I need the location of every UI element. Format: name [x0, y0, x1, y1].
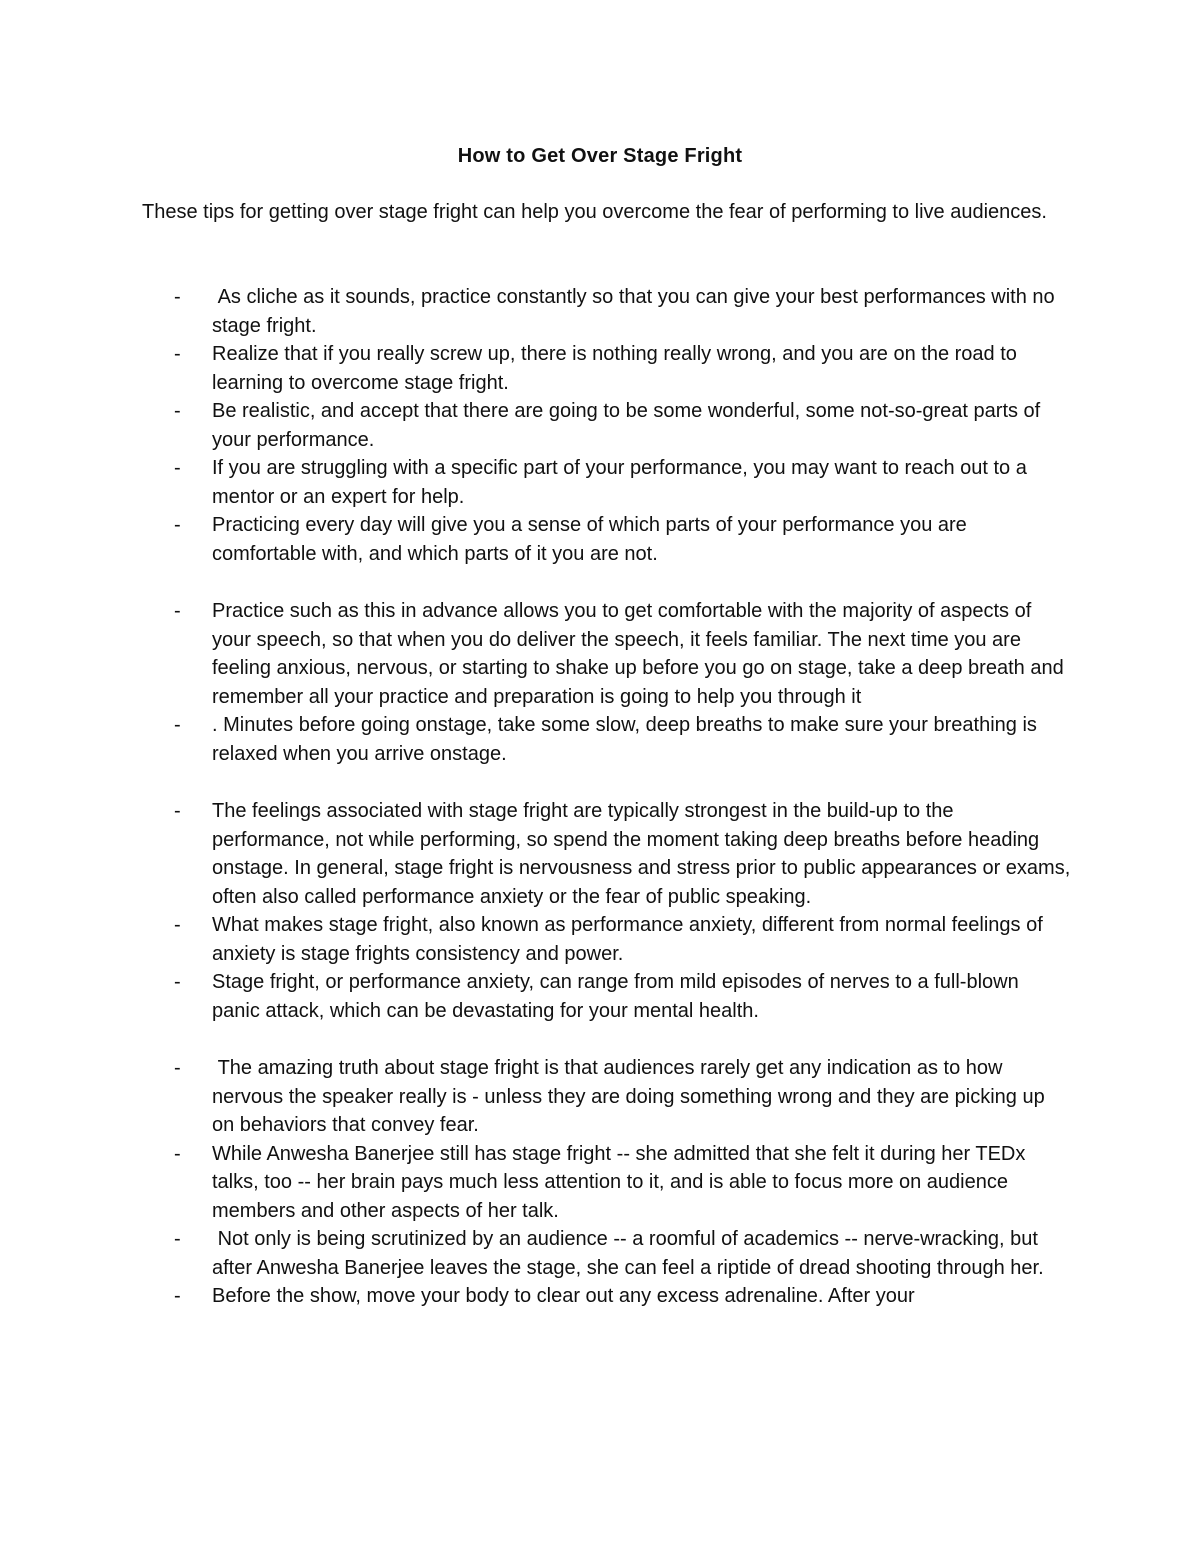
list-item-text: The feelings associated with stage fright are typically strongest in the build-up to the performance, not while performing, so spend the moment taking deep breaths before heading onstage. In general, stage fright is nervousness and stress prior to public appearances or exams, often also called performance anxiety or the fear of public speaking. [212, 800, 1071, 908]
bullet-dash: - [174, 1142, 181, 1165]
bullet-dash: - [174, 286, 181, 308]
list-item [0, 1054, 1072, 1140]
list-item [0, 911, 1072, 968]
list-item [0, 1140, 1072, 1226]
list-item-text: The amazing truth about stage fright is that audiences rarely get any indication as to how nervous the speaker really is - unless they are doing something wrong and they are picking up on behaviors that convey fear. [212, 1057, 1051, 1136]
list-item-text: Not only is being scrutinized by an audience -- a roomful of academics -- nerve-wracking, but after Anwesha Banerjee leaves the stage, she can feel a riptide of dread shooting through her. [212, 1228, 1044, 1279]
list-item [0, 1282, 1072, 1311]
list-item-text: . Minutes before going onstage, take some slow, deep breaths to make sure your breathing is relaxed when you arrive onstage. [212, 714, 1037, 765]
bullet-dash: - [174, 1057, 181, 1079]
list-item-text: While Anwesha Banerjee still has stage fright -- she admitted that she felt it during her TEDx talks, too -- her brain pays much less attention to it, and is able to focus more on audience members and other aspects of her talk. [212, 1142, 1026, 1222]
bullet-dash: - [174, 514, 181, 536]
bullet-dash: - [174, 1228, 181, 1250]
document-title: How to Get Over Stage Fright [457, 145, 743, 167]
list-item [0, 1225, 1072, 1282]
tips-list [0, 283, 1200, 1311]
list-item [0, 511, 1072, 568]
list-item [0, 454, 1072, 511]
list-item [0, 797, 1072, 911]
list-item-text: As cliche as it sounds, practice constantly so that you can give your best performances with no stage fright. [212, 286, 1061, 337]
list-item-text: Before the show, move your body to clear out any excess adrenaline. After your [212, 1285, 915, 1307]
bullet-dash: - [174, 400, 181, 422]
bullet-dash: - [174, 343, 181, 365]
bullet-dash: - [174, 714, 181, 736]
list-item [0, 283, 1072, 340]
list-item [0, 397, 1072, 454]
list-item [0, 340, 1072, 397]
list-item [0, 597, 1072, 711]
bullet-dash: - [174, 800, 181, 822]
list-item [0, 711, 1072, 768]
list-item-text: Stage fright, or performance anxiety, can range from mild episodes of nerves to a full-blown panic attack, which can be devastating for your mental health. [212, 971, 1019, 1022]
bullet-dash: - [174, 600, 181, 622]
bullet-dash: - [174, 971, 181, 993]
list-item [0, 968, 1072, 1025]
list-item-text: Practicing every day will give you a sense of which parts of your performance you are comfortable with, and which parts of it you are not. [212, 514, 967, 565]
list-item-text: What makes stage fright, also known as performance anxiety, different from normal feelings of anxiety is stage frights consistency and power. [212, 914, 1043, 965]
intro-paragraph: These tips for getting over stage fright can help you overcome the fear of performing to live audiences. [142, 201, 1047, 223]
list-item-text: If you are struggling with a specific part of your performance, you may want to reach out to a mentor or an expert for help. [212, 457, 1027, 508]
bullet-dash: - [174, 914, 181, 936]
bullet-dash: - [174, 457, 181, 479]
list-item-text: Be realistic, and accept that there are going to be some wonderful, some not-so-great parts of your performance. [212, 400, 1041, 451]
list-item-text: Practice such as this in advance allows you to get comfortable with the majority of aspects of your speech, so that when you do deliver the speech, it feels familiar. The next time you are feeling anxious, nervous, or starting to shake up before you go on stage, take a deep breath and remember all your practice and preparation is going to help you through it [212, 600, 1064, 708]
bullet-dash: - [174, 1285, 181, 1307]
list-item-text: Realize that if you really screw up, there is nothing really wrong, and you are on the road to learning to overcome stage fright. [212, 343, 1017, 394]
